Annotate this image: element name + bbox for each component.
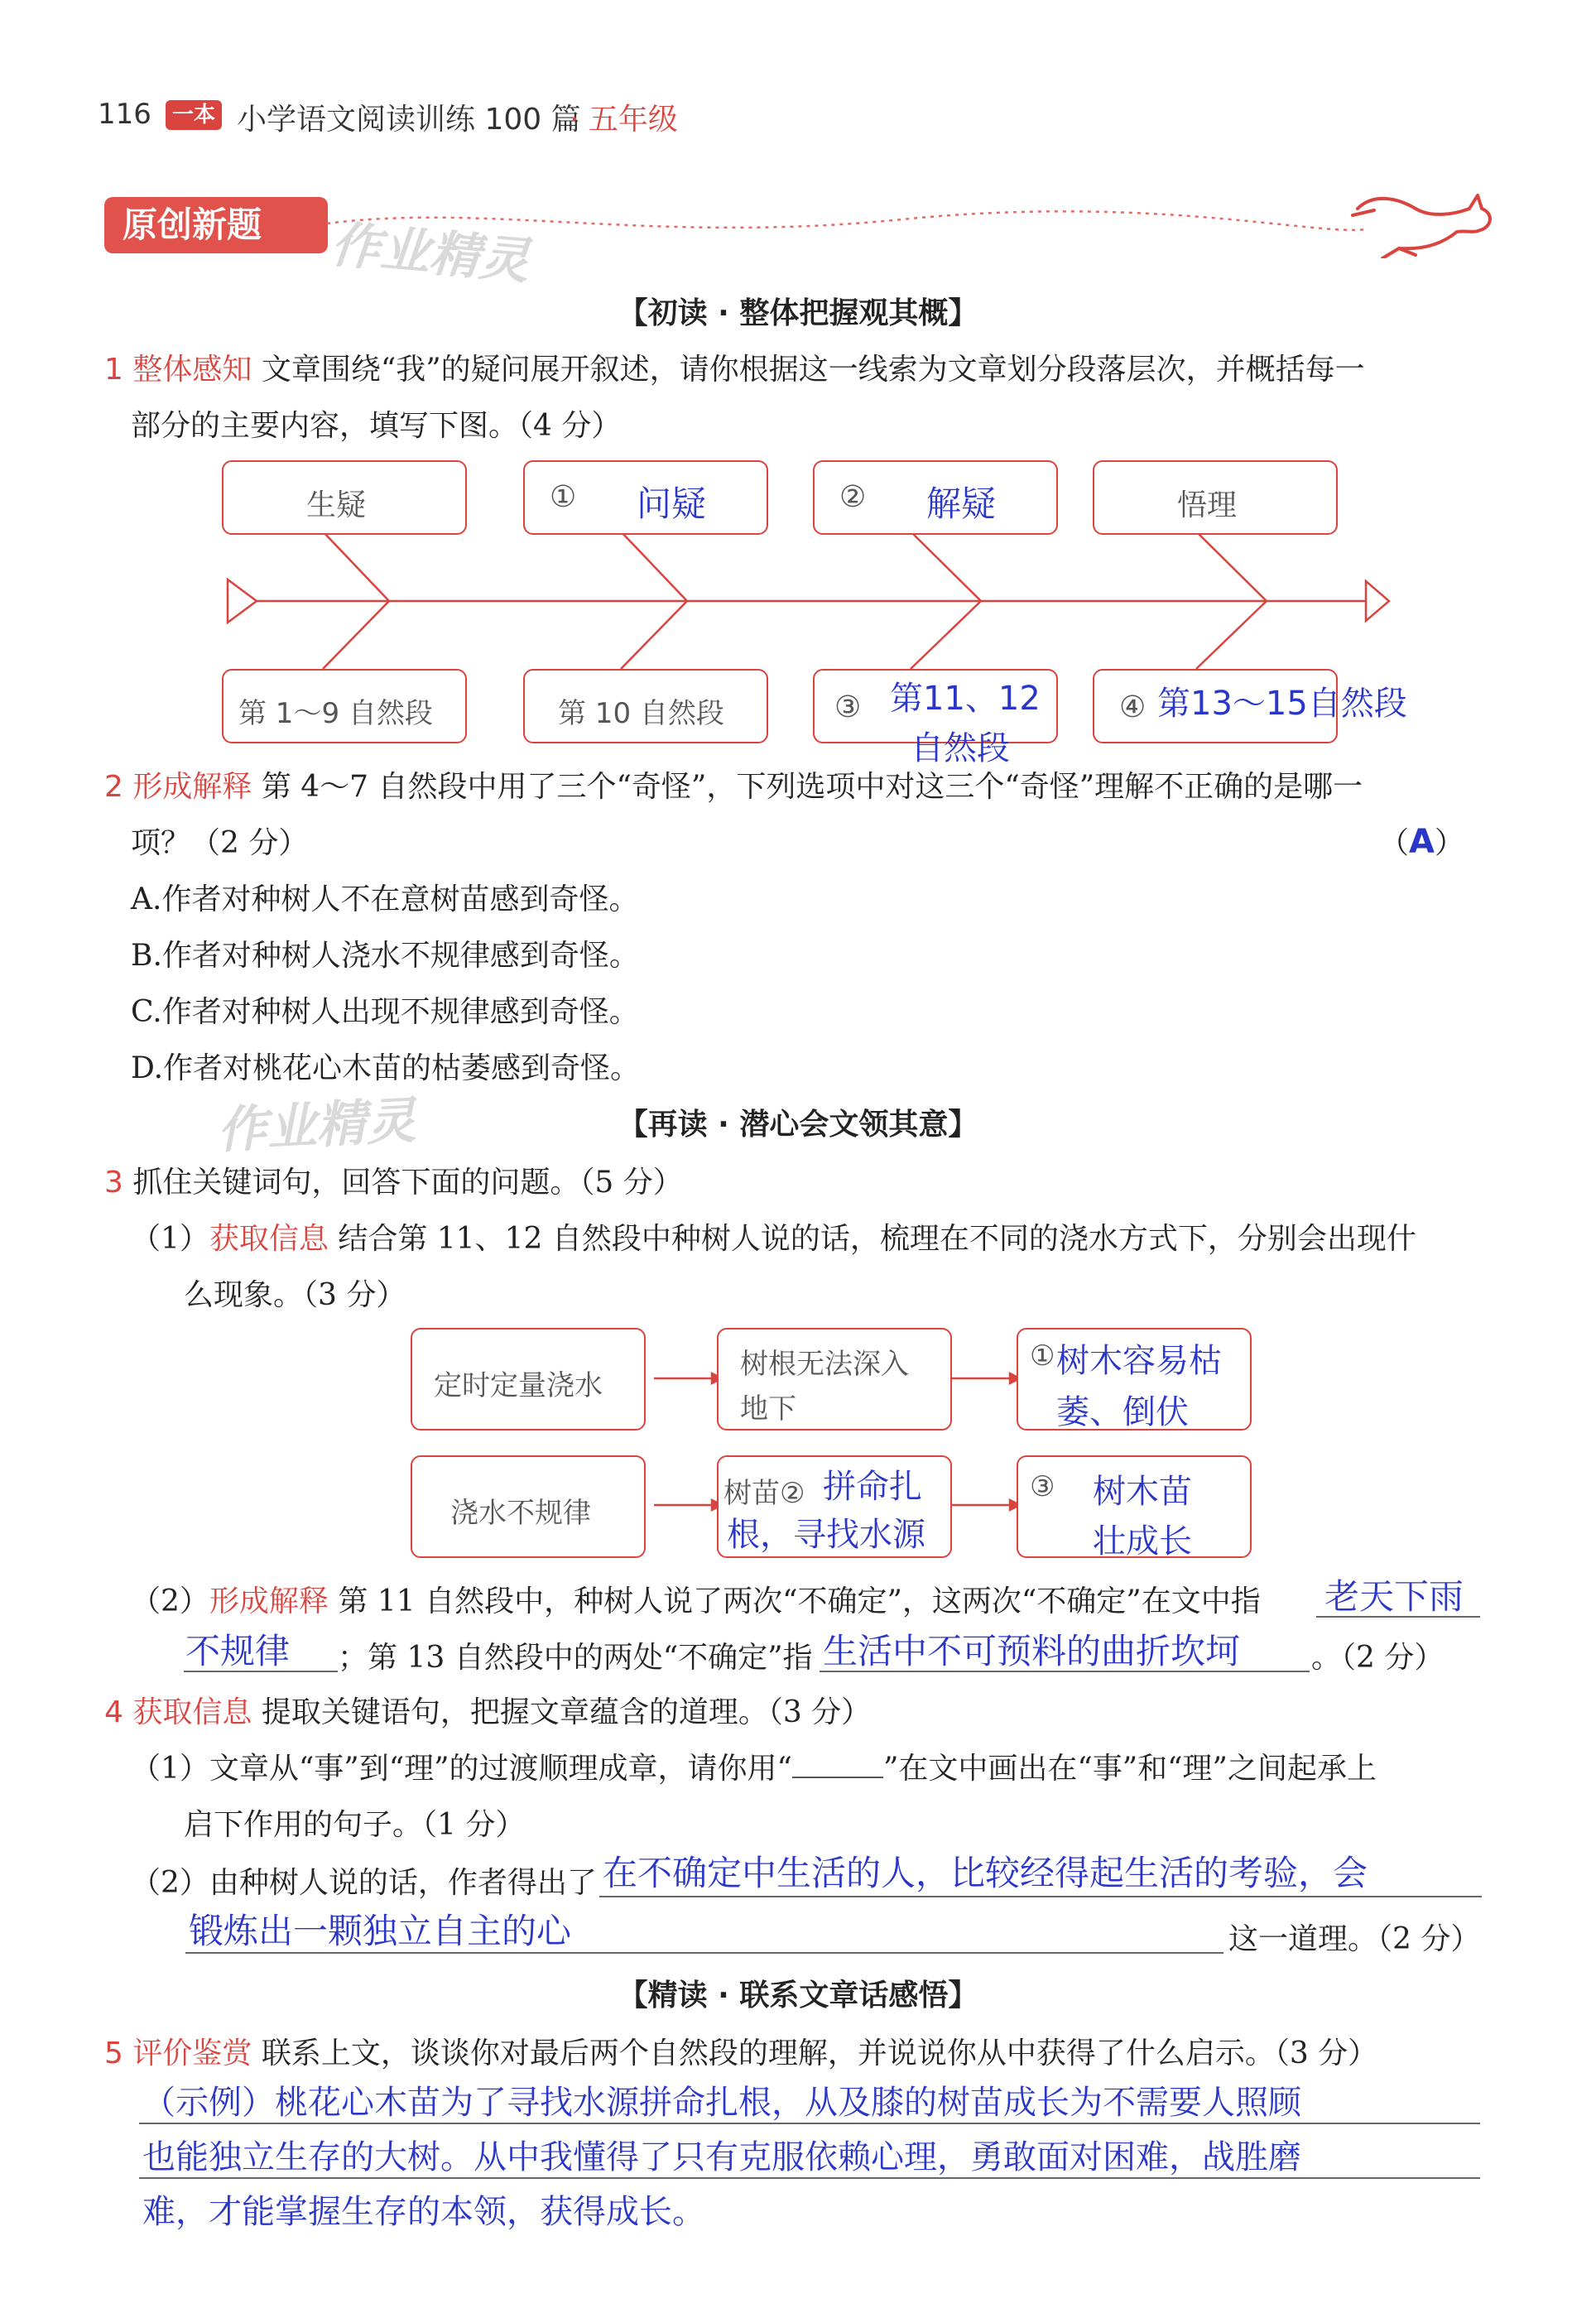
- flow-r2-1-text: 浇水不规律: [450, 1497, 591, 1530]
- bottom-box-4-answer: 第13～15自然段: [1157, 685, 1407, 723]
- q1-line1: [104, 346, 1365, 388]
- fishbone-top-box-2: [523, 460, 768, 535]
- fishbone-bottom-box-1: [222, 669, 467, 743]
- q5-answer-line3: 难，才能掌握生存的本领，获得成长。: [142, 2193, 705, 2231]
- flow-r1-2-line2: 地下: [740, 1392, 796, 1426]
- q2-option-c: C.作者对种树人出现不规律感到奇怪。: [131, 995, 639, 1029]
- bottom-box-2-label: 第 10 自然段: [558, 697, 724, 730]
- book-title: 小学语文阅读训练 100 篇: [237, 103, 581, 137]
- bottom-box-1-label: 第 1～9 自然段: [238, 697, 433, 730]
- flow-box-r2-1: [411, 1455, 646, 1558]
- q4-p1-text-a: （1）文章从“事”到“理”的过渡顺理成章，请你用“: [131, 1752, 792, 1786]
- q3-stem: 抓住关键词句，回答下面的问题。（5 分）: [132, 1166, 683, 1200]
- flow-r2-2-answer1: 拼命扎: [823, 1468, 922, 1506]
- q5-answer-line1: （示例）桃花心木苗为了寻找水源拼命扎根，从及膝的树苗成长为不需要人照顾: [142, 2084, 1301, 2122]
- bottom-box-4-prefix: ④: [1119, 690, 1147, 724]
- q3-p1-line1: [131, 1215, 1416, 1257]
- fishbone-bottom-box-2: [523, 669, 768, 743]
- q3-p2-answer1a: 老天下雨: [1324, 1576, 1464, 1617]
- q2-tag: 形成解释: [132, 770, 252, 804]
- q2-number: 2: [104, 770, 123, 804]
- watermark-2: 作业精灵: [215, 1091, 417, 1161]
- section-title-2: 【再读 · 潜心会文领其意】: [618, 1108, 978, 1142]
- cat-icon: [1349, 184, 1498, 258]
- flow-box-r1-3: [1017, 1328, 1252, 1431]
- q5-number: 5: [104, 2036, 123, 2070]
- q1-text-line2: 部分的主要内容，填写下图。（4 分）: [131, 409, 622, 443]
- q3-p1-text-line2: 么现象。（3 分）: [184, 1278, 406, 1312]
- q2-option-b: B.作者对种树人浇水不规律感到奇怪。: [131, 939, 639, 973]
- q3-p2-line1: [131, 1578, 1261, 1620]
- watermark: 作业精灵: [328, 215, 532, 291]
- flow-r1-3-answer1: 树木容易枯: [1056, 1342, 1222, 1380]
- q3-p2-tag: 形成解释: [209, 1584, 329, 1618]
- q3-p2-answer1b: 不规律: [185, 1631, 291, 1671]
- banner-label: 原创新题: [104, 197, 328, 253]
- q2-option-d: D.作者对桃花心木苗的枯萎感到奇怪。: [131, 1051, 641, 1085]
- top-box-1-label: 生疑: [306, 488, 367, 522]
- q5-blank2: [139, 2177, 1480, 2179]
- bottom-box-3-prefix: ③: [834, 690, 862, 724]
- q4-line1: [104, 1689, 871, 1731]
- q3-p1-tag: 获取信息: [209, 1222, 329, 1256]
- q4-p2-answer2: 锻炼出一颗独立自主的心: [189, 1911, 572, 1951]
- q3-p2-answer2: 生活中不可预料的曲折坎坷: [823, 1631, 1241, 1671]
- q5-blank1: [139, 2123, 1480, 2124]
- flow-r1-3-answer2: 萎、倒伏: [1056, 1393, 1189, 1431]
- q5-line1: [104, 2030, 1377, 2072]
- q4-p2-text: （2）由种树人说的话，作者得出了: [131, 1866, 597, 1900]
- q2-line1: [104, 763, 1363, 805]
- q3-p1-label: （1）: [131, 1222, 209, 1256]
- q2-option-a: A.作者对种树人不在意树苗感到奇怪。: [131, 882, 639, 916]
- fishbone-top-box-4: [1093, 460, 1338, 535]
- q4-p2-answer1: 在不确定中生活的人，比较经得起生活的考验，会: [603, 1853, 1368, 1893]
- q4-p2-blank2: [185, 1952, 1223, 1954]
- q4-p1-line2: 启下作用的句子。（1 分）: [184, 1808, 526, 1842]
- q2-paren-left: （: [1379, 826, 1410, 860]
- q1-text-line1: 文章围绕“我”的疑问展开叙述，请你根据这一线索为文章划分段落层次，并概括每一: [261, 353, 1365, 387]
- flow-box-r2-2: [717, 1455, 952, 1558]
- q2-answer-bracket: [1379, 820, 1464, 862]
- q4-p1-wavy-line: [792, 1777, 883, 1778]
- q3-line1: [104, 1159, 683, 1201]
- q4-p2-blank1: [599, 1896, 1482, 1897]
- flow-r2-3-answer2: 壮成长: [1093, 1522, 1192, 1560]
- flow-r1-1-text: 定时定量浇水: [434, 1369, 603, 1402]
- q5-answer-line2: 也能独立生存的大树。从中我懂得了只有克服依赖心理，勇敢面对困难，战胜磨: [142, 2138, 1301, 2176]
- q3-p2-text3: 。（2 分）: [1311, 1641, 1445, 1675]
- flow-r1-3-prefix: ①: [1030, 1339, 1055, 1373]
- q2-text-line1: 第 4～7 自然段中用了三个“奇怪”，下列选项中对这三个“奇怪”理解不正确的是哪一: [261, 770, 1363, 804]
- fishbone-top-box-3: [813, 460, 1058, 535]
- top-box-2-prefix: ①: [550, 480, 577, 514]
- top-box-3-answer: 解疑: [926, 483, 997, 524]
- q5-tag: 评价鉴赏: [132, 2036, 252, 2070]
- bottom-box-3-answer-line2: 自然段: [911, 729, 1010, 767]
- q5-stem: 联系上文，谈谈你对最后两个自然段的理解，并说说你从中获得了什么启示。（3 分）: [261, 2036, 1378, 2070]
- flow-box-r1-2: [717, 1328, 952, 1431]
- top-box-2-answer: 问疑: [637, 483, 707, 524]
- section-title-3: 【精读 · 联系文章话感悟】: [618, 1979, 978, 2012]
- q2-text-line2: 项？（2 分）: [131, 826, 309, 860]
- grade-label: · 五年级: [570, 103, 678, 137]
- flow-r2-3-prefix: ③: [1030, 1470, 1055, 1503]
- q4-stem: 提取关键语句，把握文章蕴含的道理。（3 分）: [261, 1695, 872, 1729]
- q3-number: 3: [104, 1166, 123, 1200]
- top-box-3-prefix: ②: [839, 480, 867, 514]
- q1-tag: 整体感知: [132, 353, 252, 387]
- top-box-4-label: 悟理: [1177, 488, 1238, 522]
- q1-number: 1: [104, 353, 123, 387]
- q3-p2-blank2: [820, 1671, 1310, 1672]
- flow-box-r1-1: [411, 1328, 646, 1431]
- flow-r2-2-prefix: 树苗②: [723, 1477, 805, 1510]
- q3-p1-text-line1: 结合第 11、12 自然段中种树人说的话，梳理在不同的浇水方式下，分别会出现什: [338, 1222, 1416, 1256]
- fishbone-top-box-1: [222, 460, 467, 535]
- q4-p2-end: 这一道理。（2 分）: [1228, 1922, 1481, 1956]
- q3-p2-blank1b: [184, 1671, 338, 1672]
- flow-r2-3-answer1: 树木苗: [1093, 1473, 1192, 1511]
- page-number: 116: [98, 98, 151, 131]
- q4-number: 4: [104, 1695, 123, 1729]
- q2-paren-right: ）: [1434, 826, 1464, 860]
- brand-badge: 一本: [166, 100, 222, 130]
- section-title-1: 【初读 · 整体把握观其概】: [618, 296, 978, 330]
- q3-p2-label: （2）: [131, 1584, 209, 1618]
- flow-box-r2-3: [1017, 1455, 1252, 1558]
- flow-r2-2-answer2: 根，寻找水源: [727, 1516, 925, 1554]
- bottom-box-3-answer-line1: 第11、12: [890, 680, 1041, 718]
- q3-p2-text1: 第 11 自然段中，种树人说了两次“不确定”，这两次“不确定”在文中指: [338, 1584, 1261, 1618]
- q3-p2-blank1a: [1316, 1616, 1480, 1618]
- flow-r1-2-line1: 树根无法深入: [740, 1348, 909, 1381]
- q4-p1-line1: [131, 1745, 1377, 1787]
- q4-tag: 获取信息: [132, 1695, 252, 1729]
- q2-answer: A: [1409, 823, 1435, 861]
- q3-p2-text2: ；第 13 自然段中的两处“不确定”指: [338, 1641, 813, 1675]
- q4-p1-text-b: ”在文中画出在“事”和“理”之间起承上: [882, 1752, 1377, 1786]
